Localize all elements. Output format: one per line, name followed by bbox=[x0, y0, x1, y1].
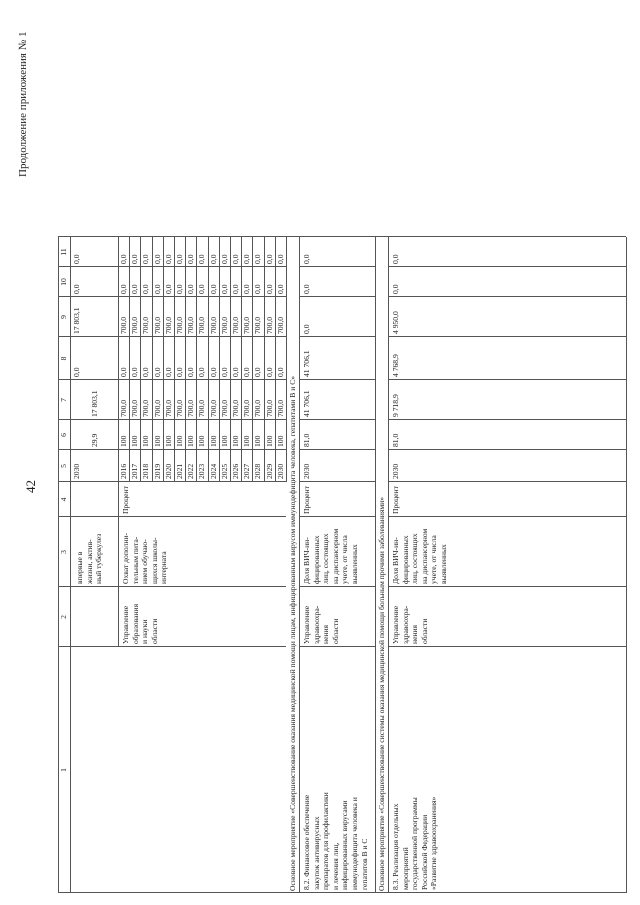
top-row-year: 2030 bbox=[72, 463, 81, 479]
school-row-year: 2016 bbox=[119, 463, 128, 479]
table-right-border bbox=[58, 236, 626, 237]
column-line bbox=[299, 266, 375, 267]
school-row-col8: 0,0 bbox=[242, 367, 252, 377]
column-line bbox=[299, 516, 375, 517]
column-line bbox=[388, 586, 626, 587]
school-row-col10: 0,0 bbox=[264, 284, 274, 294]
section1-target: 81,0 bbox=[302, 433, 311, 447]
school-row-col8: 0,0 bbox=[163, 367, 173, 377]
header-col-10: 10 bbox=[59, 278, 68, 286]
school-row-target: 100 bbox=[231, 435, 240, 447]
section2-indicator: Доля ВИЧ-ин- фицированных лиц, состоящих на диспансерном учете, от числа выявленных bbox=[391, 528, 448, 584]
school-row-col11: 0,0 bbox=[197, 254, 207, 264]
column-line bbox=[299, 379, 375, 380]
school-row-target: 100 bbox=[130, 435, 140, 447]
section1-col11: 0,0 bbox=[302, 254, 311, 264]
section1-year: 2030 bbox=[302, 463, 311, 479]
column-line bbox=[58, 481, 286, 482]
section1-executor: Управление здравоохра- нения области bbox=[302, 605, 340, 644]
column-line bbox=[388, 419, 626, 420]
school-row-total: 700,0 bbox=[219, 399, 229, 417]
school-row-year: 2026 bbox=[231, 463, 240, 479]
header-col-8: 8 bbox=[59, 356, 68, 361]
school-row-total: 700,0 bbox=[197, 399, 207, 417]
section2-col8: 4 768,9 bbox=[391, 354, 400, 377]
school-block-indicator: Охват дополни- тельным пита- нием обучаю- щихся школы- интерната bbox=[121, 532, 169, 584]
header-col-4: 4 bbox=[59, 497, 68, 502]
column-line bbox=[388, 336, 626, 337]
section2-title: Основное мероприятие «Совершенствование системы оказания медицинской помощи больным прочими заболеваниями» bbox=[377, 497, 386, 891]
school-row-col9: 700,0 bbox=[242, 316, 252, 334]
school-row-target: 100 bbox=[186, 435, 196, 447]
section2-col11: 0,0 bbox=[391, 254, 400, 264]
school-row-col8: 0,0 bbox=[119, 367, 128, 377]
school-row-total: 700,0 bbox=[208, 399, 218, 417]
school-row-col9: 700,0 bbox=[231, 316, 240, 334]
school-row-year: 2027 bbox=[242, 463, 252, 479]
column-line bbox=[58, 379, 286, 380]
school-row-col8: 0,0 bbox=[264, 367, 274, 377]
section1-col8: 41 706,1 bbox=[302, 350, 311, 377]
school-block-executor: Управление образования и науки области bbox=[121, 603, 159, 644]
table-left-border bbox=[58, 892, 626, 893]
school-row-col10: 0,0 bbox=[242, 284, 252, 294]
school-row-year: 2019 bbox=[152, 463, 162, 479]
school-row-target: 100 bbox=[119, 435, 128, 447]
column-line bbox=[299, 449, 375, 450]
section2-target: 81,0 bbox=[391, 433, 400, 447]
school-row-target: 100 bbox=[208, 435, 218, 447]
header-col-5: 5 bbox=[59, 464, 68, 468]
column-line bbox=[58, 266, 286, 267]
school-row-col10: 0,0 bbox=[152, 284, 162, 294]
school-row-year: 2029 bbox=[264, 463, 274, 479]
school-row-col11: 0,0 bbox=[119, 254, 128, 264]
table-bottom-line bbox=[626, 237, 627, 893]
top-row-target: 29,9 bbox=[90, 433, 99, 447]
school-row-year: 2028 bbox=[253, 463, 263, 479]
school-row-col9: 700,0 bbox=[141, 316, 151, 334]
school-row-col8: 0,0 bbox=[253, 367, 263, 377]
school-row-col11: 0,0 bbox=[242, 254, 252, 264]
header-col-9: 9 bbox=[59, 315, 68, 319]
school-row-target: 100 bbox=[175, 435, 184, 447]
school-row-col10: 0,0 bbox=[175, 284, 184, 294]
school-row-col10: 0,0 bbox=[253, 284, 263, 294]
section2-executor: Управление здравоохра- нения области bbox=[391, 605, 429, 644]
school-row-total: 700,0 bbox=[242, 399, 252, 417]
school-row-col11: 0,0 bbox=[219, 254, 229, 264]
section1-bottom-line bbox=[375, 237, 376, 893]
school-row-col9: 700,0 bbox=[175, 316, 184, 334]
column-line bbox=[388, 646, 626, 647]
school-row-col10: 0,0 bbox=[163, 284, 173, 294]
school-row-year: 2022 bbox=[186, 463, 196, 479]
school-row-col8: 0,0 bbox=[197, 367, 207, 377]
section1-indicator: Доля ВИЧ-ин- фицированных лиц, состоящих на диспансерном учете, от числа выявленных bbox=[302, 528, 359, 584]
school-row-col8: 0,0 bbox=[219, 367, 229, 377]
column-line bbox=[58, 296, 286, 297]
column-line bbox=[388, 296, 626, 297]
school-row-col9: 700,0 bbox=[275, 316, 285, 334]
school-row-target: 100 bbox=[141, 435, 151, 447]
section1-col10: 0,0 bbox=[302, 284, 311, 294]
school-row-col11: 0,0 bbox=[253, 254, 263, 264]
column-line bbox=[299, 296, 375, 297]
school-row-total: 700,0 bbox=[141, 399, 151, 417]
header-col-1: 1 bbox=[59, 768, 68, 772]
school-row-col11: 0,0 bbox=[264, 254, 274, 264]
school-row-col11: 0,0 bbox=[231, 254, 240, 264]
school-row-target: 100 bbox=[219, 435, 229, 447]
school-row-col9: 700,0 bbox=[253, 316, 263, 334]
school-row-col11: 0,0 bbox=[208, 254, 218, 264]
top-row-total: 17 803,1 bbox=[90, 390, 99, 417]
school-row-target: 100 bbox=[264, 435, 274, 447]
section2-year: 2030 bbox=[391, 463, 400, 479]
column-line bbox=[388, 266, 626, 267]
top-row-col9: 17 803,1 bbox=[72, 307, 81, 334]
column-line bbox=[388, 481, 626, 482]
header-col-3: 3 bbox=[59, 550, 68, 554]
column-line bbox=[388, 516, 626, 517]
school-row-target: 100 bbox=[163, 435, 173, 447]
section2-unit: Процент bbox=[391, 486, 400, 514]
school-row-col8: 0,0 bbox=[186, 367, 196, 377]
school-row-col10: 0,0 bbox=[208, 284, 218, 294]
school-row-col10: 0,0 bbox=[231, 284, 240, 294]
section2-total: 9 718,9 bbox=[391, 394, 400, 417]
column-line bbox=[299, 419, 375, 420]
top-row-col10: 0,0 bbox=[72, 284, 81, 294]
school-row-col8: 0,0 bbox=[275, 367, 285, 377]
school-row-target: 100 bbox=[253, 435, 263, 447]
school-row-col10: 0,0 bbox=[130, 284, 140, 294]
header-col-2: 2 bbox=[59, 615, 68, 619]
school-row-year: 2020 bbox=[163, 463, 173, 479]
school-row-col9: 700,0 bbox=[264, 316, 274, 334]
column-line bbox=[299, 481, 375, 482]
school-row-col8: 0,0 bbox=[175, 367, 184, 377]
column-line bbox=[299, 586, 375, 587]
school-row-target: 100 bbox=[275, 435, 285, 447]
section2-col9: 4 950,0 bbox=[391, 311, 400, 334]
school-row-col11: 0,0 bbox=[175, 254, 184, 264]
school-row-col9: 700,0 bbox=[119, 316, 128, 334]
column-line bbox=[58, 646, 286, 647]
school-row-total: 700,0 bbox=[175, 399, 184, 417]
school-row-col10: 0,0 bbox=[141, 284, 151, 294]
column-line bbox=[388, 449, 626, 450]
school-row-year: 2023 bbox=[197, 463, 207, 479]
school-row-target: 100 bbox=[242, 435, 252, 447]
school-row-col11: 0,0 bbox=[186, 254, 196, 264]
column-line bbox=[58, 449, 286, 450]
school-row-col9: 700,0 bbox=[130, 316, 140, 334]
school-row-total: 700,0 bbox=[152, 399, 162, 417]
school-row-target: 100 bbox=[197, 435, 207, 447]
school-row-col8: 0,0 bbox=[208, 367, 218, 377]
column-line bbox=[388, 379, 626, 380]
top-row-col11: 0,0 bbox=[72, 254, 81, 264]
section1-col9: 0,0 bbox=[302, 324, 311, 334]
school-row-total: 700,0 bbox=[163, 399, 173, 417]
page-number: 42 bbox=[23, 480, 38, 493]
school-row-col9: 700,0 bbox=[197, 316, 207, 334]
school-row-col8: 0,0 bbox=[152, 367, 162, 377]
school-row-col10: 0,0 bbox=[197, 284, 207, 294]
school-row-total: 700,0 bbox=[275, 399, 285, 417]
header-col-6: 6 bbox=[59, 433, 68, 437]
school-row-line bbox=[286, 237, 287, 482]
school-row-target: 100 bbox=[152, 435, 162, 447]
header-col-11: 11 bbox=[59, 248, 68, 256]
school-row-year: 2024 bbox=[208, 463, 218, 479]
section1-unit: Процент bbox=[302, 486, 311, 514]
school-row-col8: 0,0 bbox=[231, 367, 240, 377]
school-row-col11: 0,0 bbox=[130, 254, 140, 264]
column-line bbox=[299, 646, 375, 647]
section2-col10: 0,0 bbox=[391, 284, 400, 294]
school-row-total: 700,0 bbox=[186, 399, 196, 417]
school-row-year: 2025 bbox=[219, 463, 229, 479]
top-row-col8: 0,0 bbox=[72, 367, 81, 377]
continuation-label: Продолжение приложения № 1 bbox=[17, 31, 29, 177]
column-line bbox=[58, 516, 286, 517]
section1-measure: 8.2. Финансовое обеспечение закупок антивирусных препаратов для профилактики и лечения лиц, инфицированных вирусами иммунодефицита человека и гепатитов B и C bbox=[302, 792, 369, 890]
section1-title: Основное мероприятие «Совершенствование оказания медицинской помощи лицам, инфицированным вирусом иммунодефицита человека, гепатитами B и C» bbox=[288, 375, 297, 891]
column-line bbox=[58, 419, 286, 420]
school-block-unit: Процент bbox=[121, 486, 130, 514]
school-row-col9: 700,0 bbox=[219, 316, 229, 334]
school-row-total: 700,0 bbox=[130, 399, 140, 417]
school-row-total: 700,0 bbox=[253, 399, 263, 417]
school-row-col8: 0,0 bbox=[141, 367, 151, 377]
school-row-col9: 700,0 bbox=[186, 316, 196, 334]
section1-total: 41 706,1 bbox=[302, 390, 311, 417]
column-line bbox=[299, 336, 375, 337]
school-row-col10: 0,0 bbox=[275, 284, 285, 294]
school-row-col11: 0,0 bbox=[141, 254, 151, 264]
column-line bbox=[58, 336, 286, 337]
header-col-7: 7 bbox=[59, 398, 68, 402]
school-row-col8: 0,0 bbox=[130, 367, 140, 377]
school-row-total: 700,0 bbox=[264, 399, 274, 417]
school-row-col9: 700,0 bbox=[152, 316, 162, 334]
school-row-total: 700,0 bbox=[231, 399, 240, 417]
column-line bbox=[58, 586, 286, 587]
school-row-year: 2017 bbox=[130, 463, 140, 479]
school-row-col9: 700,0 bbox=[163, 316, 173, 334]
section2-measure: 8.3. Реализация отдельных мероприятий государственной программы Российской Федерации «Развитие здравоохранения» bbox=[391, 796, 439, 890]
school-row-year: 2030 bbox=[275, 463, 285, 479]
school-row-total: 700,0 bbox=[119, 399, 128, 417]
school-row-col11: 0,0 bbox=[275, 254, 285, 264]
school-row-col9: 700,0 bbox=[208, 316, 218, 334]
school-row-year: 2018 bbox=[141, 463, 151, 479]
school-row-col10: 0,0 bbox=[119, 284, 128, 294]
school-row-col11: 0,0 bbox=[163, 254, 173, 264]
school-row-year: 2021 bbox=[175, 463, 184, 479]
school-row-col10: 0,0 bbox=[219, 284, 229, 294]
school-row-col10: 0,0 bbox=[186, 284, 196, 294]
top-row-indicator: впервые в жизни, актив- ный туберкулез bbox=[75, 533, 104, 584]
school-row-col11: 0,0 bbox=[152, 254, 162, 264]
